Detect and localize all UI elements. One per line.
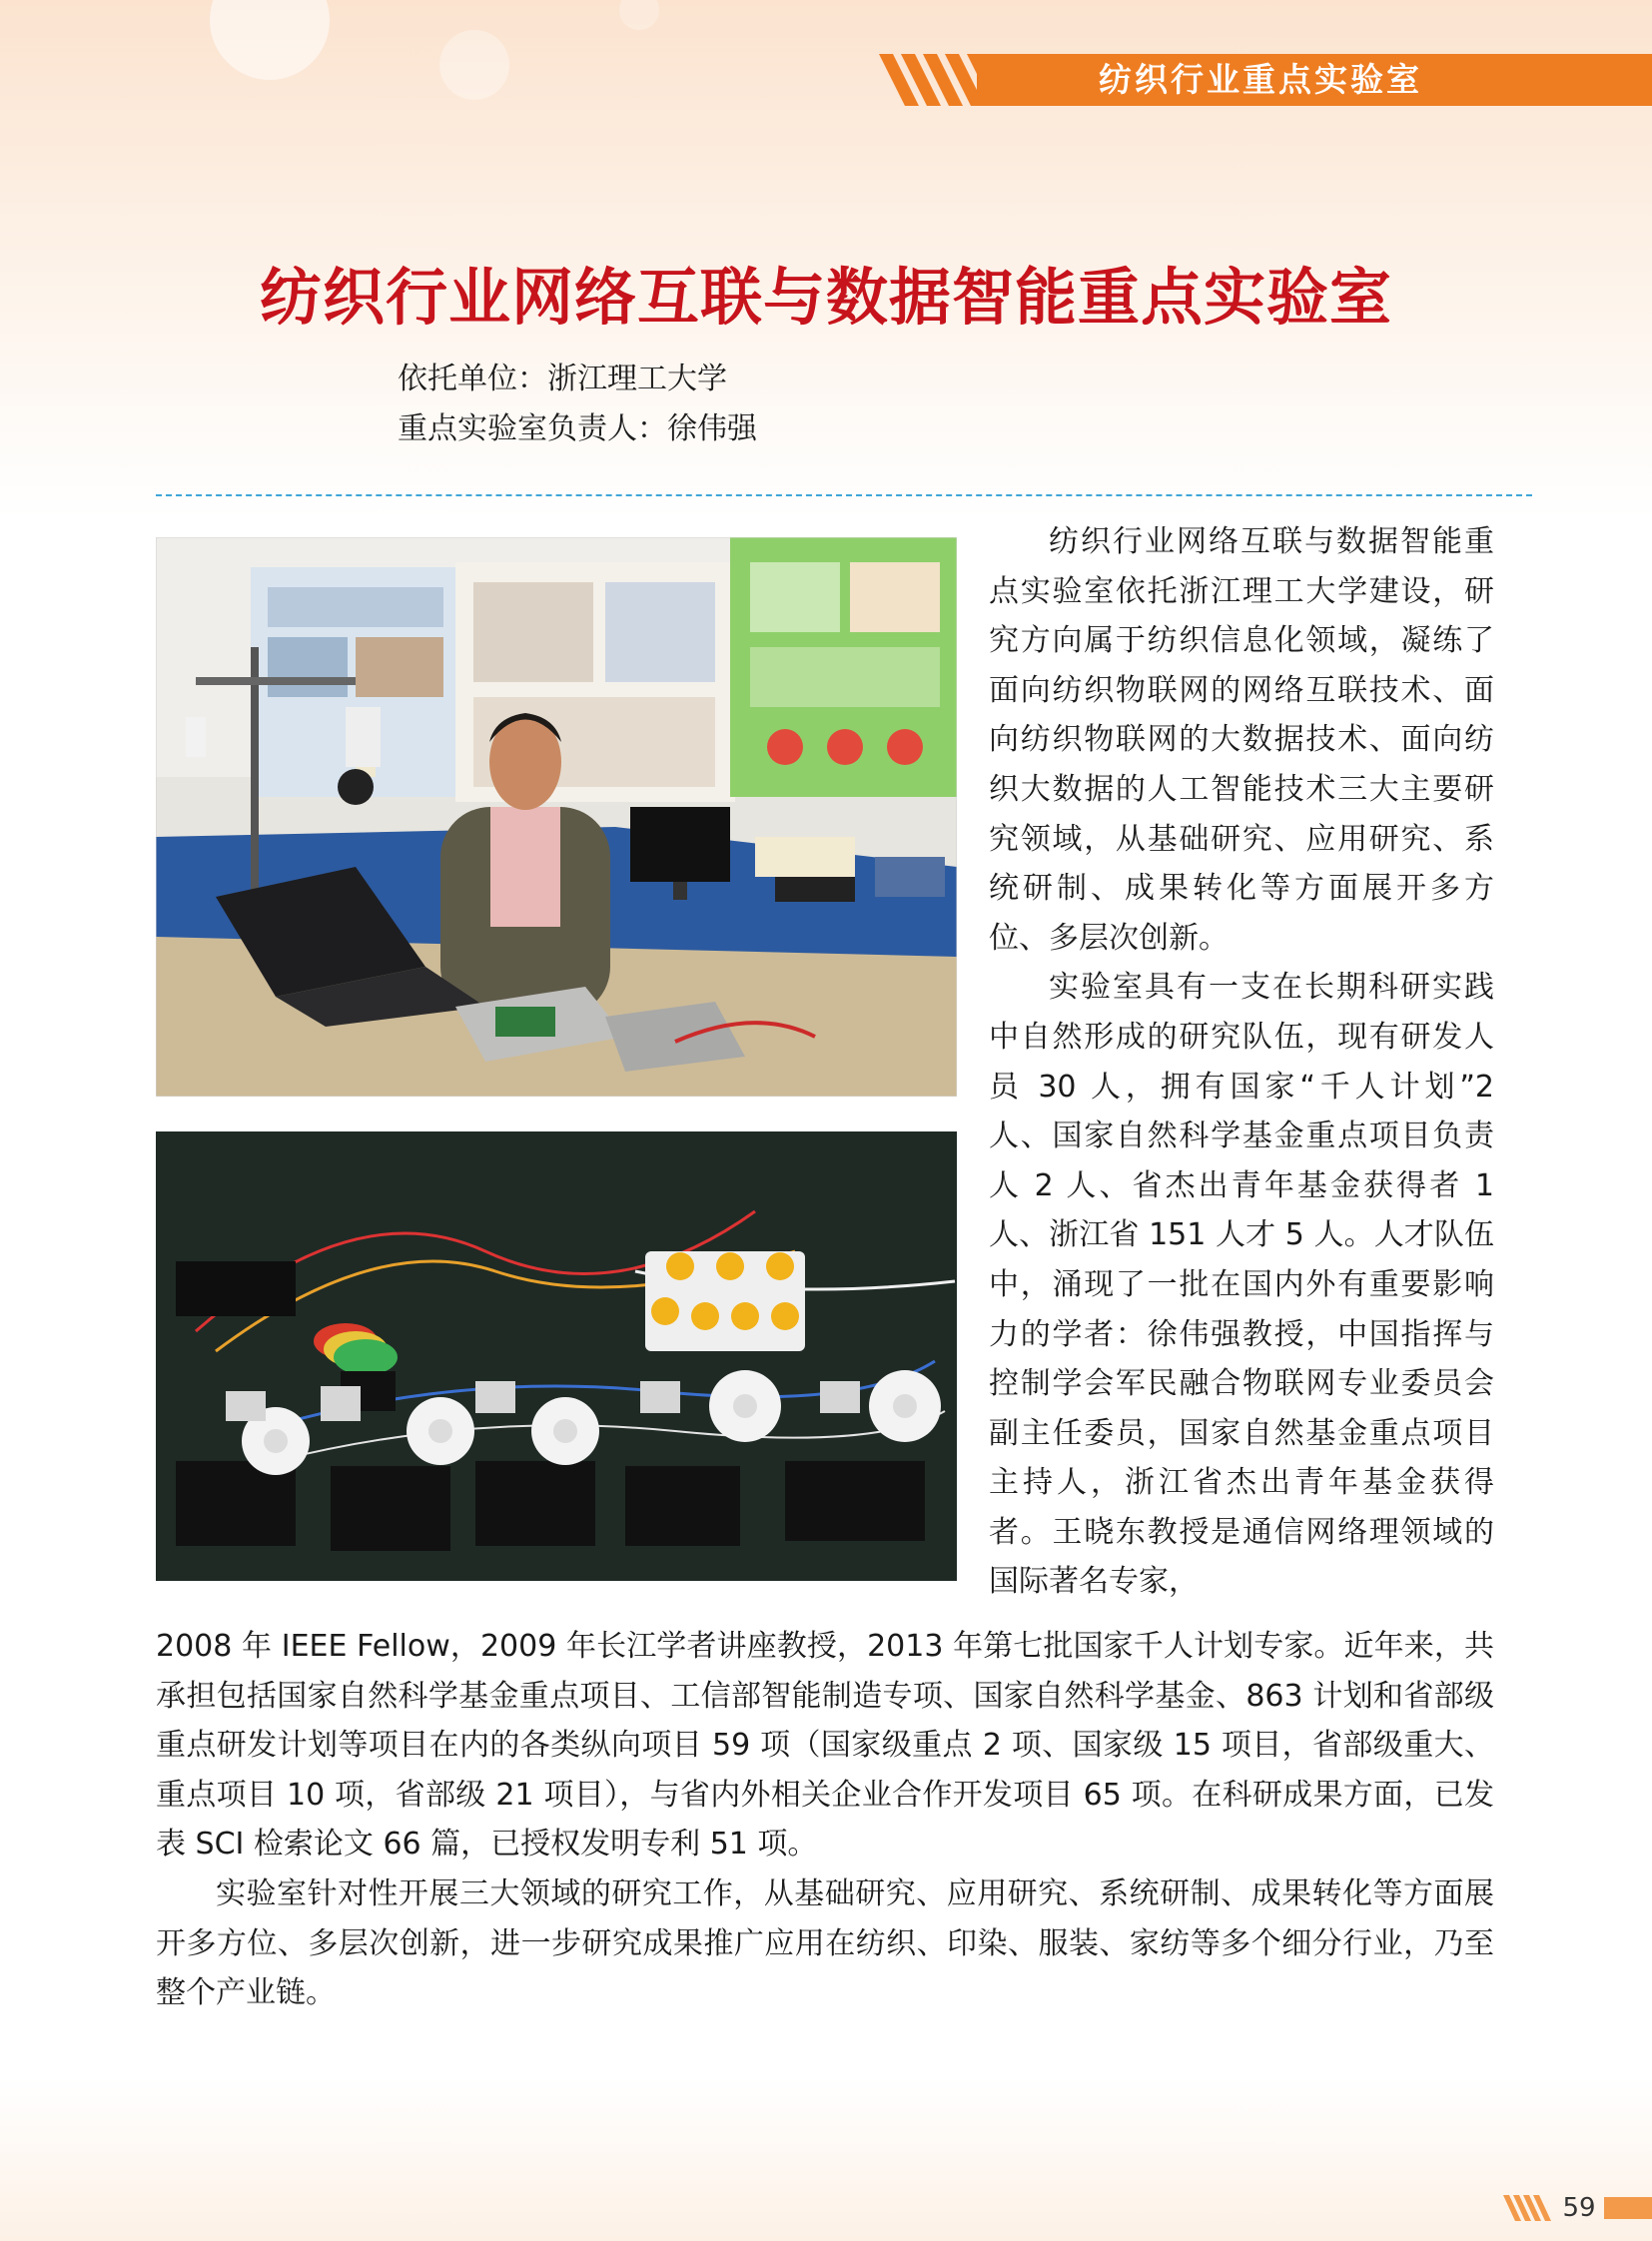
intro-column-text	[989, 517, 1494, 1607]
sensor-network-photo	[156, 1131, 957, 1581]
paragraph-team-continued: 2008 年 IEEE Fellow，2009 年长江学者讲座教授，2013 年第七批国家千人计划专家。近年来，共承担包括国家自然科学基金重点项目、工信部智能制造专项、国家自然科学基金、863 计划和省部级重点研发计划等项目在内的各类纵向项目 59 项（国家级重点 2 项、国家级 15 项目，省部级重大、重点项目 10 项，省部级 21 项目），与省内外相关企业合作开发项目 65 项。在科研成果方面，已发表 SCI 检索论文 66 篇，已授权发明专利 51 项。	[156, 1629, 1494, 1863]
paragraph-intro: 纺织行业网络互联与数据智能重点实验室依托浙江理工大学建设，研究方向属于纺织信息化领域，凝练了面向纺织物联网的网络互联技术、面向纺织物联网的大数据技术、面向纺织大数据的人工智能技术三大主要研究领域，从基础研究、应用研究、系统研制、成果转化等方面展开多方位、多层次创新。	[989, 524, 1494, 956]
body-text	[156, 1622, 1494, 2018]
lab-director: 重点实验室负责人：徐伟强	[398, 411, 757, 446]
background-bokeh	[439, 30, 509, 100]
page-number: 59	[1562, 2193, 1596, 2223]
section-label: 纺织行业重点实验室	[1099, 60, 1422, 99]
paragraph-conclusion: 实验室针对性开展三大领域的研究工作，从基础研究、应用研究、系统研制、成果转化等方面展开多方位、多层次创新，进一步研究成果推广应用在纺织、印染、服装、家纺等多个细分行业，乃至整个产业链。	[156, 1875, 1494, 2011]
footer-stripes-decoration	[1503, 2195, 1553, 2221]
page-title: 纺织行业网络互联与数据智能重点实验室	[259, 261, 1392, 334]
lab-photo-researcher	[156, 537, 957, 1097]
host-unit: 依托单位：浙江理工大学	[398, 362, 727, 396]
footer-bar	[1604, 2197, 1652, 2219]
paragraph-team: 实验室具有一支在长期科研实践中自然形成的研究队伍，现有研发人员 30 人，拥有国家“千人计划”2 人、国家自然科学基金重点项目负责人 2 人、省杰出青年基金获得者 1 人、浙江省 151 人才 5 人。人才队伍中，涌现了一批在国内外有重要影响力的学者：徐伟强教授，中国指挥与控制学会军民融合物联网专业委员会副主任委员，国家自然基金重点项目主持人，浙江省杰出青年基金获得者。王晓东教授是通信网络理领域的国际著名专家，	[989, 970, 1494, 1600]
background-bokeh	[619, 0, 659, 30]
background-bokeh	[210, 0, 330, 80]
dashed-divider	[156, 494, 1532, 496]
